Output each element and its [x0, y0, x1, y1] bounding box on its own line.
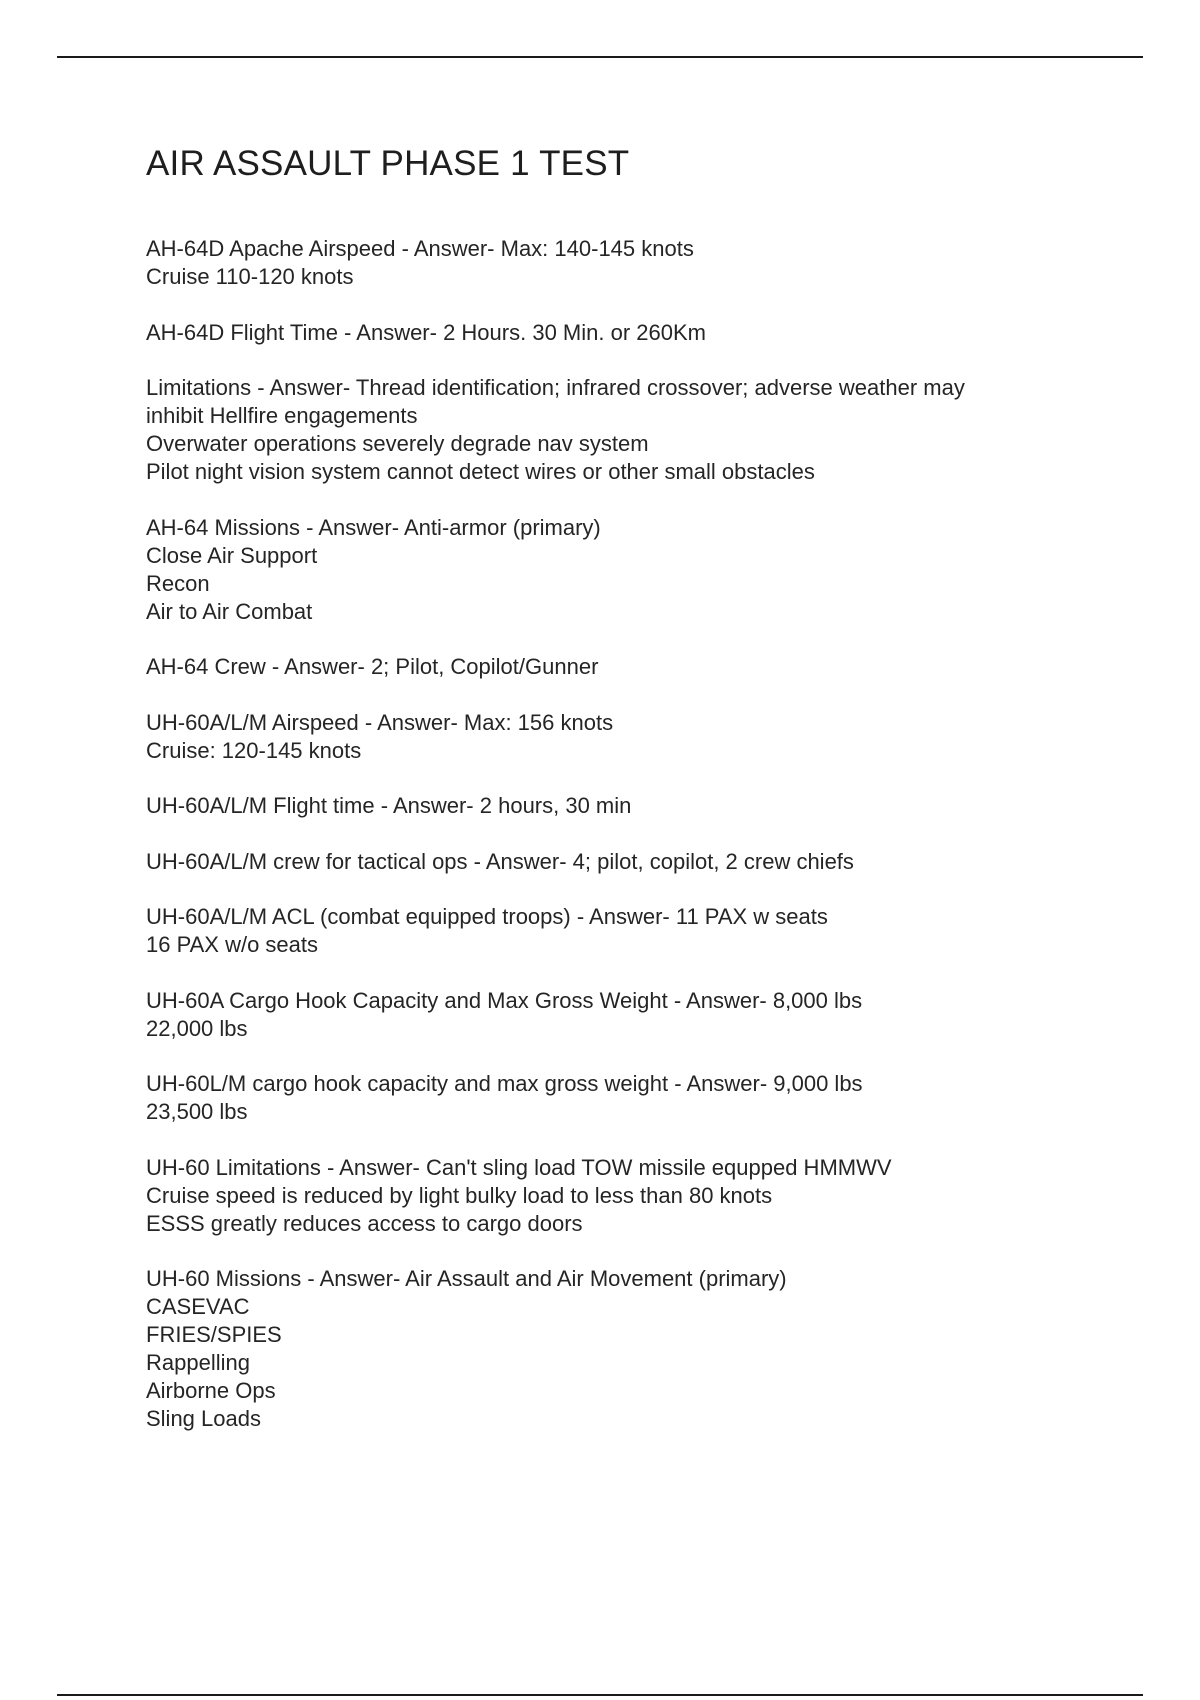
- qa-answer-line: 16 PAX w/o seats: [146, 932, 319, 957]
- qa-question-line: UH-60 Limitations - Answer- Can't sling load TOW missile equpped HMMWV: [146, 1154, 892, 1180]
- qa-answer-line: ESSS greatly reduces access to cargo doors: [146, 1210, 583, 1236]
- qa-question-line: AH-64 Crew - Answer- 2; Pilot, Copilot/Gunner: [146, 654, 599, 679]
- footer-divider: [57, 1694, 1143, 1696]
- qa-item: [146, 514, 1086, 626]
- qa-item: [146, 903, 1086, 959]
- qa-item: [146, 374, 1086, 486]
- qa-question-line: UH-60 Missions - Answer- Air Assault and Air Movement (primary): [146, 1266, 787, 1291]
- qa-question-line: Limitations - Answer- Thread identification; infrared crossover; adverse weather may: [146, 375, 965, 400]
- qa-answer-line: Air to Air Combat: [146, 598, 313, 624]
- qa-answer-line: Rappelling: [146, 1350, 250, 1375]
- qa-question-line: UH-60A Cargo Hook Capacity and Max Gross Weight - Answer- 8,000 lbs: [146, 987, 863, 1013]
- qa-answer-line: Overwater operations severely degrade nav system: [146, 431, 649, 456]
- qa-question-line: UH-60A/L/M Flight time - Answer- 2 hours, 30 min: [146, 793, 632, 818]
- page-title: AIR ASSAULT PHASE 1 TEST: [146, 144, 630, 183]
- qa-answer-line: Airborne Ops: [146, 1378, 276, 1403]
- qa-item: [146, 1265, 1086, 1433]
- qa-question-line: AH-64D Apache Airspeed - Answer- Max: 140-145 knots: [146, 236, 694, 261]
- qa-item: [146, 235, 1086, 291]
- qa-answer-line: CASEVAC: [146, 1294, 250, 1319]
- qa-item: [146, 987, 1086, 1043]
- document-body: [146, 140, 1086, 1431]
- qa-item: [146, 709, 1086, 765]
- qa-item: [146, 1070, 1086, 1126]
- qa-question-line: UH-60A/L/M Airspeed - Answer- Max: 156 knots: [146, 709, 614, 735]
- qa-answer-line: Cruise speed is reduced by light bulky load to less than 80 knots: [146, 1182, 773, 1208]
- qa-question-line: AH-64 Missions - Answer- Anti-armor (primary): [146, 514, 601, 540]
- qa-item: [146, 848, 1086, 876]
- header-divider: [57, 56, 1143, 58]
- qa-answer-line: FRIES/SPIES: [146, 1322, 282, 1347]
- qa-item: [146, 319, 1086, 347]
- qa-item: [146, 653, 1086, 681]
- qa-item: [146, 1154, 1086, 1238]
- qa-answer-line: Sling Loads: [146, 1406, 261, 1431]
- qa-answer-line: 22,000 lbs: [146, 1015, 248, 1041]
- qa-answer-line: 23,500 lbs: [146, 1099, 248, 1124]
- qa-answer-line: Pilot night vision system cannot detect wires or other small obstacles: [146, 459, 815, 484]
- qa-answer-line: Cruise: 120-145 knots: [146, 737, 362, 763]
- qa-answer-line: Cruise 110-120 knots: [146, 264, 354, 289]
- qa-answer-line: Close Air Support: [146, 542, 318, 568]
- qa-question-line: AH-64D Flight Time - Answer- 2 Hours. 30 Min. or 260Km: [146, 319, 706, 345]
- qa-item: [146, 792, 1086, 820]
- qa-question-line: UH-60L/M cargo hook capacity and max gross weight - Answer- 9,000 lbs: [146, 1071, 863, 1096]
- qa-question-line: UH-60A/L/M ACL (combat equipped troops) - Answer- 11 PAX w seats: [146, 904, 828, 929]
- question-answer-list: [146, 235, 1086, 1433]
- qa-answer-line: Recon: [146, 570, 210, 596]
- qa-question-line: UH-60A/L/M crew for tactical ops - Answer- 4; pilot, copilot, 2 crew chiefs: [146, 848, 854, 874]
- qa-answer-line: inhibit Hellfire engagements: [146, 403, 418, 428]
